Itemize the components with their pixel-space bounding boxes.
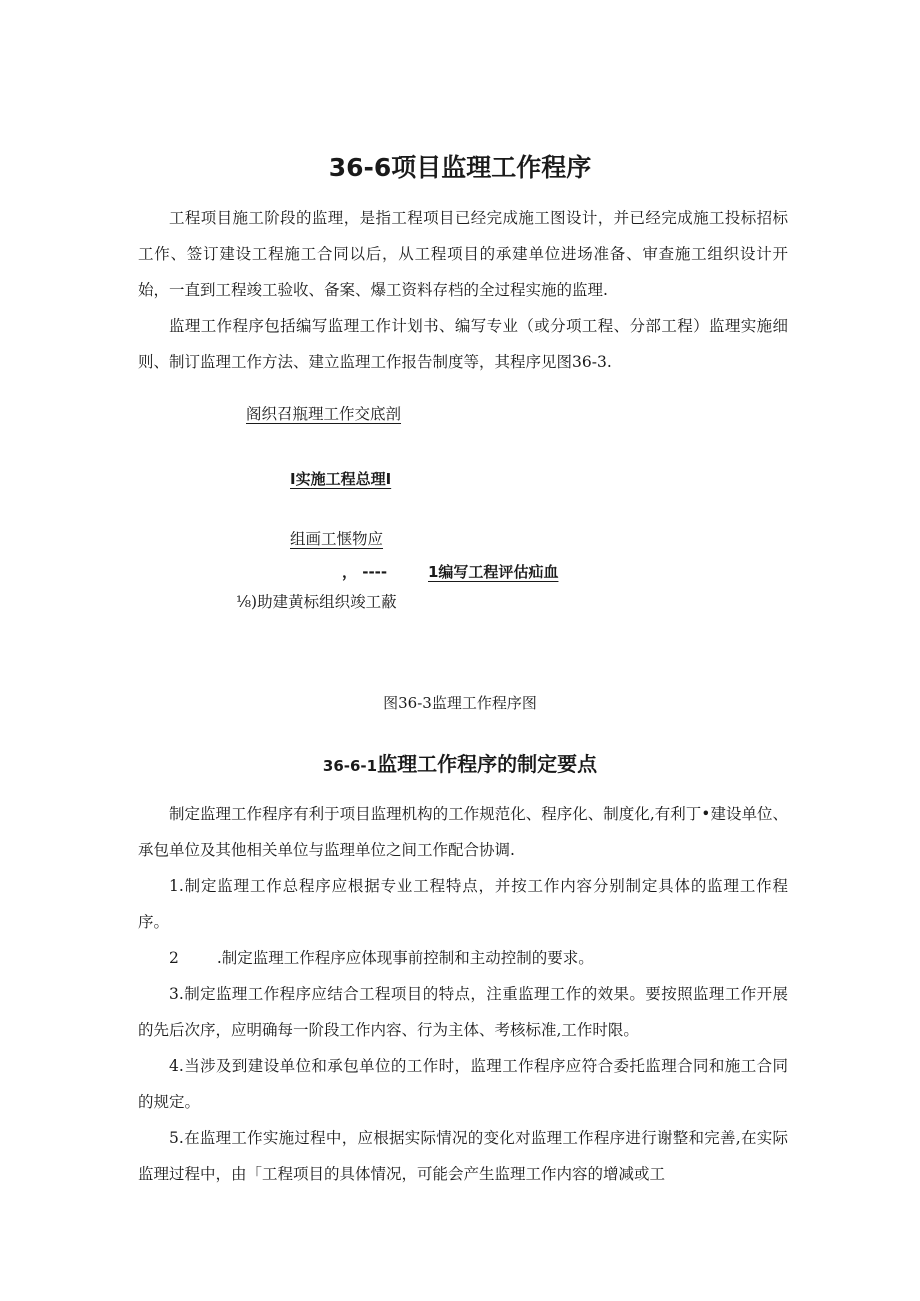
list-item-1 (138, 868, 788, 940)
list-item-2 (138, 940, 788, 976)
procedure-paragraph: 监理工作程序包括编写监理工作计划书、编写专业（或分项工程、分部工程）监理实施细则、制订监理工作方法、建立监理工作报告制度等，其程序见图36-3. (138, 317, 788, 371)
list-item-3 (138, 976, 788, 1048)
list-item-5 (138, 1120, 788, 1192)
diagram-line-3: 组画工惬物应 (290, 530, 384, 548)
intro-paragraph: 工程项目施工阶段的监理，是指工程项目已经完成施工图设计，并已经完成施工投标招标工作、签订建设工程施工合同以后，从工程项目的承建单位进场准备、审查施工组织设计开始，一直到工程竣工验收、备案、爆工资料存档的全过程实施的监理. (138, 209, 788, 299)
list-item-text: .制定监理工作程序应结合工程项目的特点，注重监理工作的效果。要按照监理工作开展的先后次序，应明确每一阶段工作内容、行为主体、考核标准,工作时限。 (138, 985, 788, 1039)
diagram-arrow: ， ---- (342, 563, 388, 581)
list-item-text: .制定监理工作程序应体现事前控制和主动控制的要求。 (216, 949, 594, 967)
diagram-line-5: ⅛)助建黄标组织竣工蔽 (236, 593, 397, 611)
diagram-line-4: 1编写工程评估疝血 (428, 563, 559, 581)
list-item-number: 2 (169, 949, 179, 967)
list-item-text: .制定监理工作总程序应根据专业工程特点，并按工作内容分别制定具体的监理工作程序。 (138, 877, 788, 931)
list-item-text: .当涉及到建设单位和承包单位的工作时，监理工作程序应符合委托监理合同和施工合同的规定。 (138, 1057, 788, 1111)
list-item-text: .在监理工作实施过程中，应根据实际情况的变化对监理工作程序进行谢整和完善,在实际监理过程中，由「工程项目的具体情况，可能会产生监理工作内容的增减或工 (138, 1129, 788, 1183)
figure-caption: 图36-3监理工作程序图 (383, 694, 537, 712)
list-item-number: 1 (169, 877, 179, 895)
page-title: 36-6项目监理工作程序 (328, 153, 592, 182)
list-item-4 (138, 1048, 788, 1120)
list-item-number: 4 (169, 1057, 179, 1075)
purpose-paragraph: 制定监理工作程序有利于项目监理机构的工作规范化、程序化、制度化,有利丁•建设单位、承包单位及其他相关单位与监理单位之间工作配合协调. (138, 805, 788, 859)
diagram-line-1: 阁织召瓶理工作交底剖 (246, 405, 402, 423)
section-heading-text: 监理工作程序的制定要点 (377, 752, 598, 776)
diagram-line-2: I实施工程总理I (290, 470, 392, 488)
section-heading (0, 748, 920, 777)
list-item-number: 5 (169, 1129, 179, 1147)
section-number: 36-6-1 (322, 757, 378, 775)
list-item-number: 3 (169, 985, 179, 1003)
